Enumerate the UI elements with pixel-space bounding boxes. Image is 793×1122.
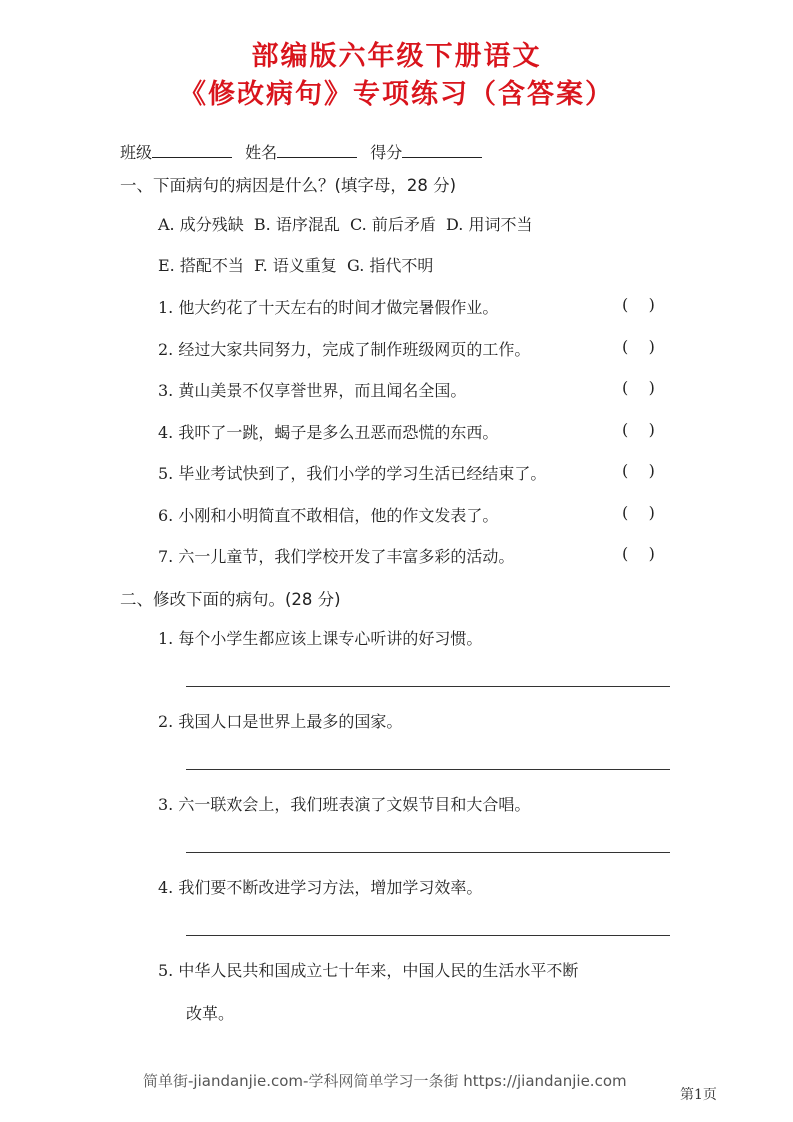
title-line-1: 部编版六年级下册语文 bbox=[251, 41, 542, 72]
answer-blank[interactable]: ( ) bbox=[622, 419, 655, 439]
section2-item: 1. 每个小学生都应该上课专心听讲的好习惯。 bbox=[158, 629, 483, 648]
answer-blank[interactable]: ( ) bbox=[622, 336, 655, 356]
section1-item: 4. 我吓了一跳，蝎子是多么丑恶而恐慌的东西。 bbox=[158, 422, 499, 442]
score-label: 得分 bbox=[370, 143, 403, 162]
name-blank[interactable] bbox=[277, 143, 357, 158]
section2-heading: 二、修改下面的病句。(28 分) bbox=[120, 590, 341, 609]
options-row-2: E. 搭配不当 F. 语义重复 G. 指代不明 bbox=[158, 256, 434, 275]
section2-item: 3. 六一联欢会上，我们班表演了文娱节目和大合唱。 bbox=[158, 795, 531, 814]
answer-line[interactable] bbox=[186, 935, 670, 936]
section1-item: 6. 小刚和小明简直不敢相信，他的作文发表了。 bbox=[158, 505, 499, 525]
student-info bbox=[120, 140, 490, 163]
class-blank[interactable] bbox=[152, 143, 232, 158]
item5-continuation: 改革。 bbox=[186, 1004, 235, 1023]
section1-item: 7. 六一儿童节，我们学校开发了丰富多彩的活动。 bbox=[158, 547, 515, 566]
section2-item: 4. 我们要不断改进学习方法，增加学习效率。 bbox=[158, 878, 483, 897]
section1-item: 2. 经过大家共同努力，完成了制作班级网页的工作。 bbox=[158, 339, 531, 359]
answer-blank[interactable]: ( ) bbox=[622, 378, 655, 397]
score-blank[interactable] bbox=[402, 143, 482, 158]
answer-blank[interactable]: ( ) bbox=[622, 295, 655, 314]
page-number: 第1页 bbox=[680, 1087, 717, 1103]
name-label: 姓名 bbox=[245, 143, 278, 162]
section1-item: 1. 他大约花了十天左右的时间才做完暑假作业。 bbox=[158, 298, 499, 317]
answer-blank[interactable]: ( ) bbox=[622, 502, 655, 522]
answer-blank[interactable]: ( ) bbox=[622, 461, 655, 480]
answer-line[interactable] bbox=[186, 686, 670, 687]
footer-text: 简单街-jiandanjie.com-学科网简单学习一条街 https://jiandanjie.com bbox=[143, 1072, 627, 1090]
answer-line[interactable] bbox=[186, 852, 670, 853]
section1-item: 5. 毕业考试快到了，我们小学的学习生活已经结束了。 bbox=[158, 464, 547, 483]
section1-heading: 一、下面病句的病因是什么？(填字母，28 分) bbox=[120, 176, 457, 195]
section1-item: 3. 黄山美景不仅享誉世界，而且闻名全国。 bbox=[158, 381, 467, 400]
answer-line[interactable] bbox=[186, 769, 670, 770]
class-label: 班级 bbox=[120, 143, 153, 162]
answer-blank[interactable]: ( ) bbox=[622, 544, 655, 563]
options-row-1: A. 成分残缺 B. 语序混乱 C. 前后矛盾 D. 用词不当 bbox=[158, 215, 533, 234]
title-line-2: 《修改病句》专项练习（含答案） bbox=[179, 79, 614, 110]
section2-item: 5. 中华人民共和国成立七十年来，中国人民的生活水平不断 bbox=[158, 961, 579, 980]
section2-item: 2. 我国人口是世界上最多的国家。 bbox=[158, 712, 403, 731]
